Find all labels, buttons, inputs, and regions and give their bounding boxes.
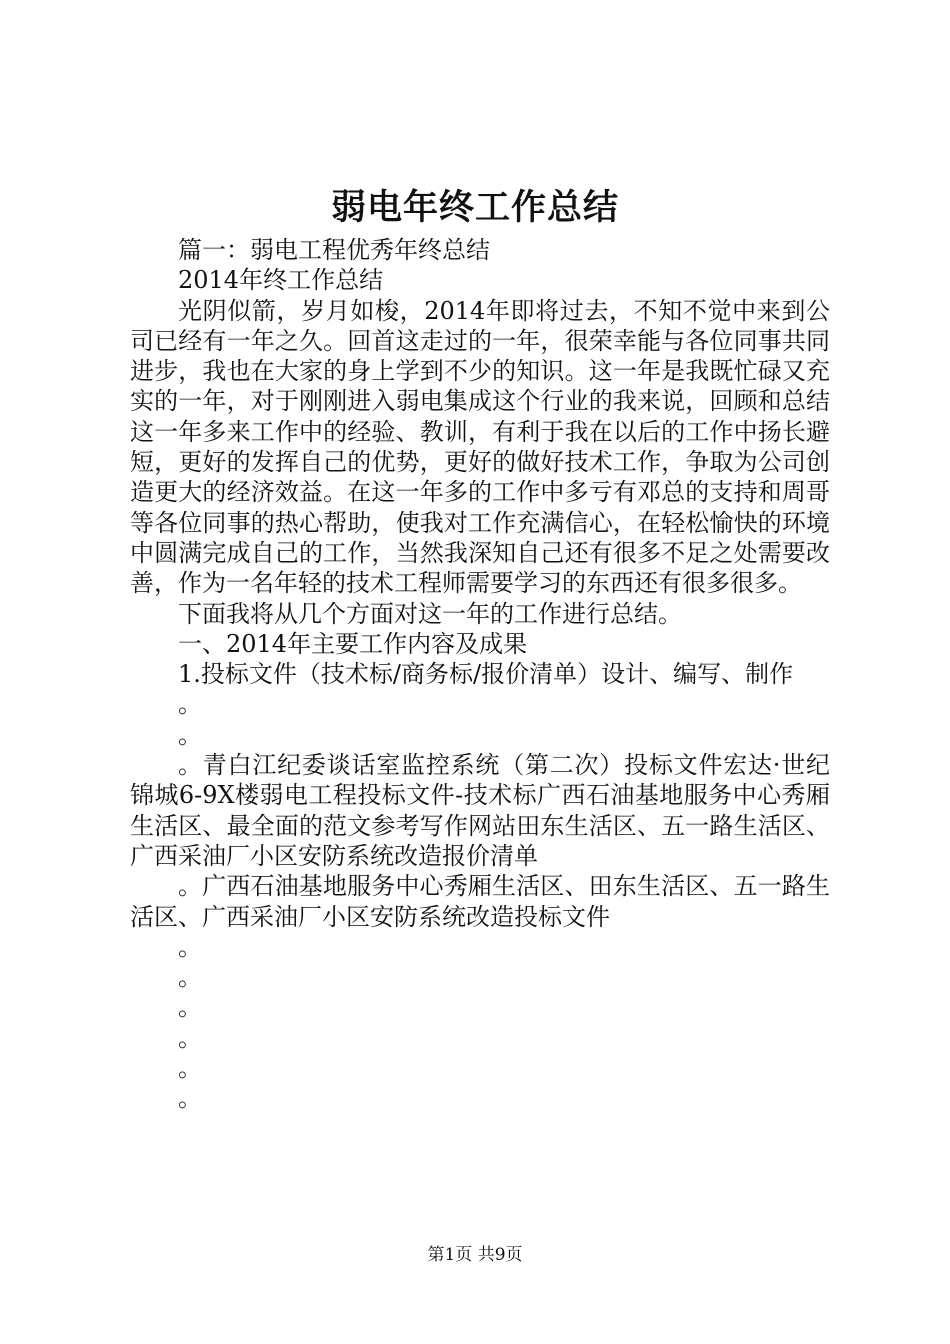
paragraph: 。 xyxy=(178,963,202,992)
page-number-footer: 第1页 共9页 xyxy=(427,1245,523,1265)
paragraph: 一、2014年主要工作内容及成果 xyxy=(178,629,528,658)
paragraph: 下面我将从几个方面对这一年的工作进行总结。 xyxy=(178,599,682,628)
paragraph: 。 xyxy=(178,1084,202,1113)
paragraph: 篇一：弱电工程优秀年终总结 xyxy=(178,236,490,264)
paragraph: 。 xyxy=(178,1054,202,1083)
paragraph: 2014年终工作总结 xyxy=(178,266,384,295)
paragraph: 。 xyxy=(178,720,202,749)
document-title: 弱电年终工作总结 xyxy=(330,187,619,228)
paragraph: 光阴似箭，岁月如梭，2014年即将过去，不知不觉中来到公司已经有一年之久。回首这走过的一年，很荣幸能与各位同事共同进步，我也在大家的身上学到不少的知识。这一年是我既忙碌又充实的一年，对于刚刚进入弱电集成这个行业的我来说，回顾和总结这一年多来工作中的经验、教训，有利于我在以后的工作中扬长避短，更好的发挥自己的优势，更好的做好技术工作，争取为公司创造更大的经济效益。在这一年多的工作中多亏有邓总的支持和周哥等各位同事的热心帮助，使我对工作充满信心，在轻松愉快的环境中圆满完成自己的工作，当然我深知自己还有很多不足之处需要改善，作为一名年轻的技术工程师需要学习的东西还有很多很多。 xyxy=(130,296,830,598)
paragraph: 1.投标文件（技术标/商务标/报价清单）设计、编写、制作 xyxy=(178,660,794,689)
paragraph: 。 xyxy=(178,1023,202,1052)
paragraph: 。 xyxy=(178,993,202,1022)
paragraph: 。青白江纪委谈话室监控系统（第二次）投标文件宏达·世纪锦城6-9X楼弱电工程投标文件-技术标广西石油基地服务中心秀厢生活区、最全面的范文参考写作网站田东生活区、五一路生活区、广西采油厂小区安防系统改造报价清单 xyxy=(130,751,830,870)
paragraph: 。 xyxy=(178,932,202,961)
paragraph: 。 xyxy=(178,690,202,719)
paragraph: 。广西石油基地服务中心秀厢生活区、田东生活区、五一路生活区、广西采油厂小区安防系统改造投标文件 xyxy=(130,872,830,931)
document-body xyxy=(130,235,830,1114)
